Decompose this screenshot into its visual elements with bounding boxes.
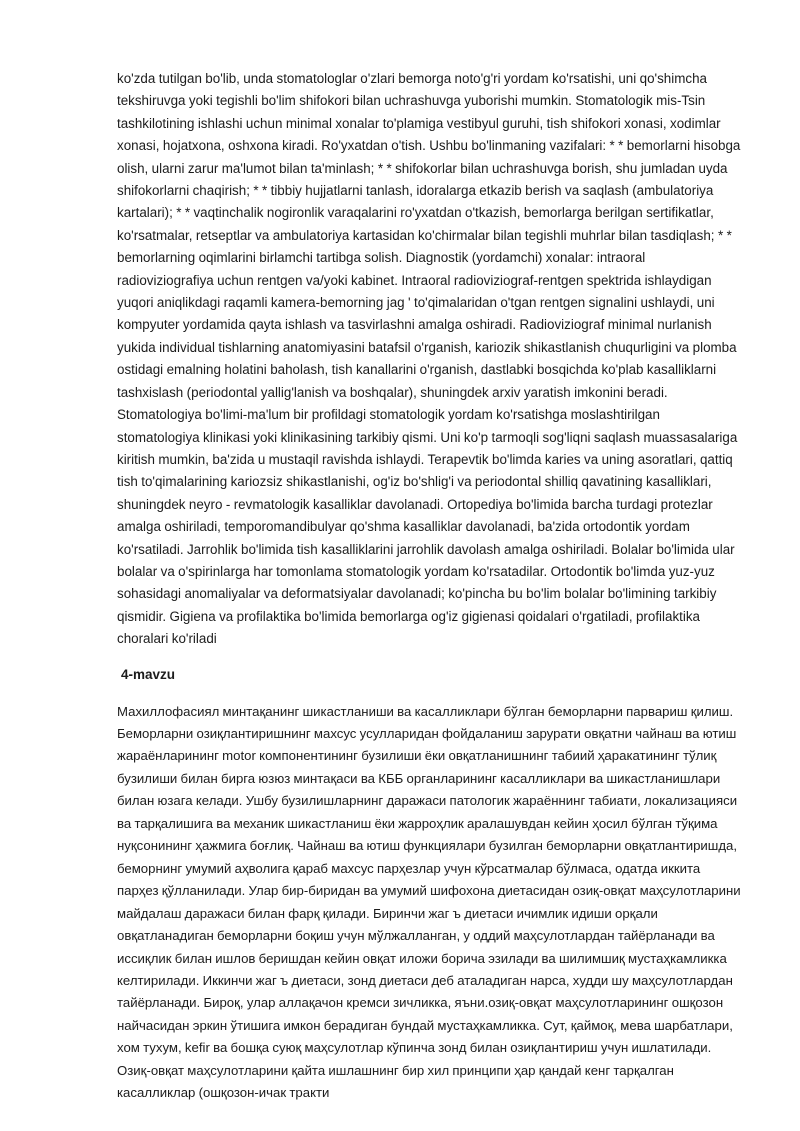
section-heading: 4-mavzu <box>121 666 176 682</box>
paragraph-body-2: Махиллофасиял минтақанинг шикастланиши ва касалликлари бўлган беморларни парвариш қилиш. Беморларни озиқлантиришнинг махсус усулларидан фойдаланиш зарурати овқатни чайнаш ва ютиш жараёнларининг motor компонентининг бузилиши ёки овқатланишнинг табиий ҳаракатининг тўлиқ бузилиши билан бирга юзюз минтақаси ва КББ органларининг касалликлари ва шикастланишлари билан юзага келади. Ушбу бузилишларнинг даражаси патологик жараённинг табиати, локализацияси ва тарқалишига ва механик шикастланиш ёки жарроҳлик аралашувдан кейин ҳосил бўлган тўқима нуқсонининг ҳажмига боғлиқ. Чайнаш ва ютиш функциялари бузилган беморларни овқатлантиришда, беморнинг умумий аҳволига қараб махсус парҳезлар учун кўрсатмалар бўлмаса, одатда иккита парҳез қўлланилади. Улар бир-биридан ва умумий шифохона диетасидан озиқ-овқат маҳсулотларини майдалаш даражаси билан фарқ қилади. Биринчи жаг ъ диетаси ичимлик идиши орқали овқатланадиган беморларни боқиш учун мўлжалланган, у оддий маҳсулотлардан тайёрланади ва иссиқлик билан ишлов беришдан кейин овқат иложи борича эзилади ва шилимшиқ мустаҳкамликка келтирилади. Иккинчи жаг ъ диетаси, зонд диетаси деб аталадиган нарса, худди шу маҳсулотлардан тайёрланади. Бироқ, улар аллақачон кремси зичликка, яъни.озиқ-овқат маҳсулотларининг ошқозон найчасидан эркин ўтишига имкон берадиган бундай мустаҳкамликка. Сут, қаймоқ, мева шарбатлари, хом тухум, kefir ва бошқа суюқ маҳсулотлар кўпинча зонд билан озиқлантириш учун ишлатилади. Озиқ-овқат маҳсулотларини қайта ишлашнинг бир хил принципи ҳар қандай кенг тарқалган касалликлар (ошқозон-ичак тракти <box>117 703 741 1101</box>
document-page <box>117 68 743 1105</box>
paragraph-body-1: ko'zda tutilgan bo'lib, unda stomatologlar o'zlari bemorga noto'g'ri yordam ko'rsatishi, uni qo'shimcha tekshiruvga yoki tegishli bo'lim shifokori bilan uchrashuvga yuborishi mumkin. Stomatologik mis-Tsin tashkilotining ishlashi uchun minimal xonalar to'plamiga vestibyul guruhi, tish shifokori xonasi, xodimlar xonasi, hojatxona, oshxona kiradi. Ro'yxatdan o'tish. Ushbu bo'linmaning vazifalari: * * bemorlarni hisobga olish, ularni zarur ma'lumot bilan ta'minlash; * * shifokorlar bilan uchrashuvga borish, shu jumladan uyda shifokorlarni chaqirish; * * tibbiy hujjatlarni tanlash, idoralarga etkazib berish va saqlash (ambulatoriya kartalari); * * vaqtinchalik nogironlik varaqalarini ro'yxatdan o'tkazish, bemorlarga berilgan sertifikatlar, ko'rsatmalar, retseptlar va ambulatoriya kartasidan ko'chirmalar bilan tegishli muhrlar bilan tasdiqlash; * * bemorlarning oqimlarini birlamchi tartibga solish. Diagnostik (yordamchi) xonalar: intraoral radioviziografiya uchun rentgen va/yoki kabinet. Intraoral radioviziograf-rentgen spektrida ishlaydigan yuqori aniqlikdagi raqamli kamera-bemorning jag ' to'qimalaridan o'tgan rentgen signalini ushlaydi, uni kompyuter yordamida qayta ishlash va tasvirlashni amalga oshiradi. Radioviziograf minimal nurlanish yukida individual tishlarning anatomiyasini batafsil o'rganish, kariozik shikastlanish chuqurligini va plomba ostidagi emalning holatini baholash, tish kanallarini o'rganish, dastlabki bosqichda ko'plab kasalliklarni tashxislash (periodontal yallig'lanish va boshqalar), shuningdek arxiv yaratish imkonini beradi. Stomatologiya bo'limi-ma'lum bir profildagi stomatologik yordam ko'rsatishga moslashtirilgan stomatologiya klinikasi yoki klinikasining tarkibiy qismi. Uni ko'p tarmoqli sog'liqni saqlash muassasalariga kiritish mumkin, ba'zida u mustaqil ravishda ishlaydi. Terapevtik bo'limda karies va uning asoratlari, qattiq tish to'qimalarining kariozsiz shikastlanishi, og'iz bo'shlig'i va periodontal shilliq qavatining kasalliklari, shuningdek neyro - revmatologik kasalliklar davolanadi. Ortopediya bo'limida barcha turdagi protezlar amalga oshiriladi, temporomandibulyar qo'shma kasalliklar davolanadi, ba'zida ortodontik yordam ko'rsatiladi. Jarrohlik bo'limida tish kasalliklarini jarrohlik davolash amalga oshiriladi. Bolalar bo'limida ular bolalar va o'spirinlarga har tomonlama stomatologik yordam ko'rsatadilar. Ortodontik bo'limda yuz-yuz sohasidagi anomaliyalar va deformatsiyalar davolanadi; ko'pincha bu bo'lim bolalar bo'limining tarkibiy qismidir. Gigiena va profilaktika bo'limida bemorlarga og'iz gigienasi qoidalari o'rgatiladi, profilaktika choralari ko'riladi <box>117 71 741 647</box>
